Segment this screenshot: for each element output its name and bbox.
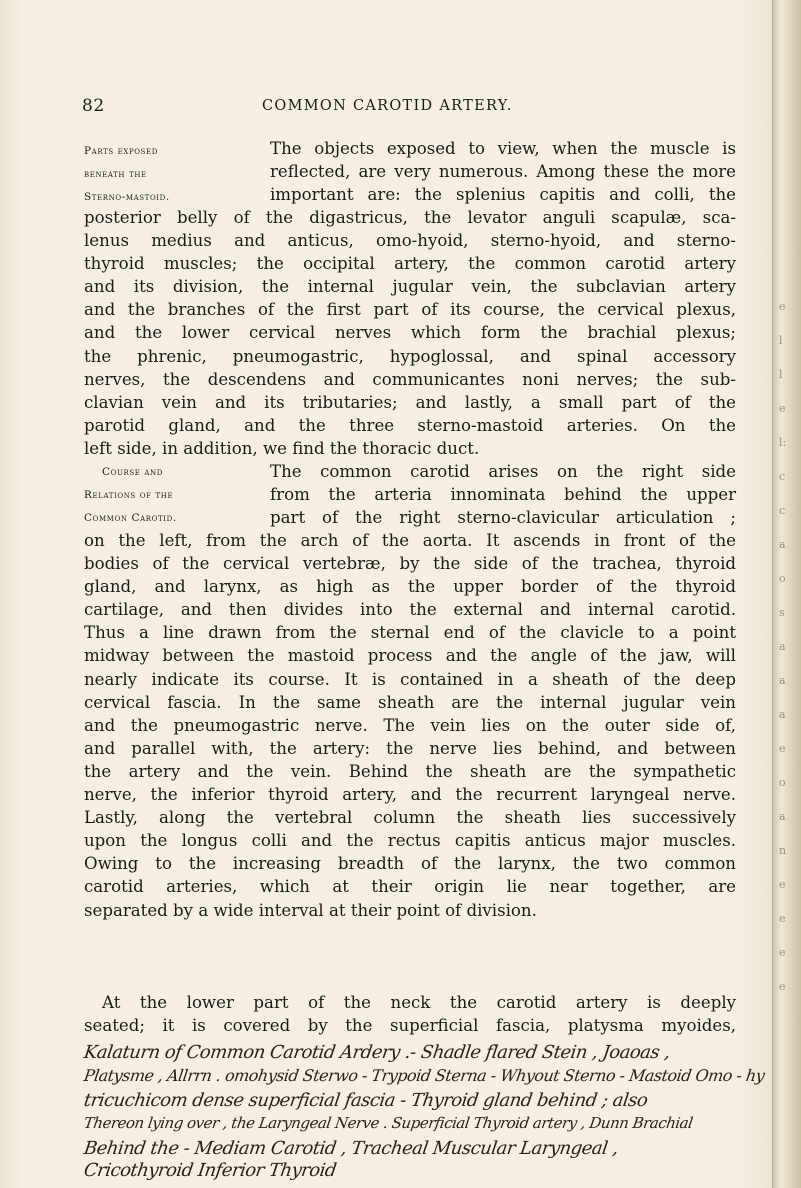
text-line: midway between the mastoid process and the angle of the jaw, will <box>84 646 736 666</box>
handwriting-line: Platysme , Allrrn . omohysid Sterwo - Trypoid Sterna - Whyout Sterno - Mastoid Omo - hy <box>82 1066 766 1085</box>
text-line: separated by a wide interval at their point of division. <box>84 900 537 920</box>
adjacent-page-fragment: a <box>779 674 786 687</box>
paragraph-2-head <box>270 460 736 529</box>
adjacent-page-fragment: e <box>779 980 786 993</box>
text-line: left side, in addition, we find the thoracic duct. <box>84 438 480 458</box>
text-line: gland, and larynx, as high as the upper border of the thyroid <box>84 577 736 597</box>
text-line: clavian vein and its tributaries; and lastly, a small part of the <box>84 392 736 412</box>
paragraph-1-head <box>270 137 736 206</box>
handwriting-line: Cricothyroid Inferior Thyroid <box>82 1160 338 1181</box>
text-line: lenus medius and anticus, omo-hyoid, sterno-hyoid, and sterno- <box>84 231 736 251</box>
text-line: part of the right sterno-clavicular articulation ; <box>270 508 736 528</box>
adjacent-page-edge <box>772 0 801 1188</box>
adjacent-page-fragment: c <box>779 504 786 517</box>
text-line: and parallel with, the artery: the nerve lies behind, and between <box>84 738 736 758</box>
adjacent-page-fragment: a <box>779 538 786 551</box>
handwritten-annotation <box>84 1042 774 1180</box>
text-line: Owing to the increasing breadth of the larynx, the two common <box>84 854 736 874</box>
text-line: cartilage, and then divides into the external and internal carotid. <box>84 600 736 620</box>
handwriting-line: Thereon lying over , the Laryngeal Nerve . Superficial Thyroid artery , Dunn Brachial <box>82 1114 694 1132</box>
text-line: carotid arteries, which at their origin lie near together, are <box>84 877 736 897</box>
text-line: bodies of the cervical vertebræ, by the side of the trachea, thyroid <box>84 554 736 574</box>
paragraph-1-body <box>84 206 736 460</box>
adjacent-page-fragment: e <box>779 878 786 891</box>
text-line: cervical fascia. In the same sheath are the internal jugular vein <box>84 692 736 712</box>
text-line: the artery and the vein. Behind the sheath are the sympathetic <box>84 761 736 781</box>
sidenote-line: beneath the <box>84 168 147 180</box>
text-line: nerve, the inferior thyroid artery, and the recurrent laryngeal nerve. <box>84 785 736 805</box>
sidenote-course-relations <box>84 461 177 530</box>
sidenote-line: Course and <box>102 466 163 478</box>
sidenote-line: Sterno-mastoid. <box>84 191 170 203</box>
handwriting-line: Kalaturn of Common Carotid Ardery .- Shadle flared Stein , Joaoas , <box>82 1042 672 1063</box>
sidenote-line: Parts exposed <box>84 145 158 157</box>
text-line: and the pneumogastric nerve. The vein lies on the outer side of, <box>84 715 736 735</box>
text-line: seated; it is covered by the superficial fascia, platysma myoides, <box>84 1016 736 1036</box>
text-line: Thus a line drawn from the sternal end of the clavicle to a point <box>84 623 736 643</box>
text-line: parotid gland, and the three sterno-mastoid arteries. On the <box>84 415 736 435</box>
text-line: thyroid muscles; the occipital artery, the common carotid artery <box>84 254 736 274</box>
sidenote-line: Common Carotid. <box>84 512 177 524</box>
sidenote-parts-exposed <box>84 140 170 209</box>
text-line: Lastly, along the vertebral column the sheath lies successively <box>84 808 736 828</box>
page-number: 82 <box>82 96 105 116</box>
text-line: upon the longus colli and the rectus capitis anticus major muscles. <box>84 831 736 851</box>
adjacent-page-fragment: n <box>779 844 787 857</box>
adjacent-page-fragment: o <box>779 776 786 789</box>
text-line: and the branches of the first part of its course, the cervical plexus, <box>84 300 736 320</box>
handwriting-line: tricuchicom dense superficial fascia - Thyroid gland behind ; also <box>82 1090 649 1111</box>
text-line: from the arteria innominata behind the upper <box>270 485 736 505</box>
adjacent-page-fragment: e <box>779 946 786 959</box>
handwriting-line: Behind the - Mediam Carotid , Tracheal Muscular Laryngeal , <box>82 1138 620 1159</box>
adjacent-page-fragment: a <box>779 810 786 823</box>
text-line: reflected, are very numerous. Among these the more <box>270 162 736 182</box>
sidenote-line: Relations of the <box>84 489 174 501</box>
text-line: and the lower cervical nerves which form the brachial plexus; <box>84 323 736 343</box>
adjacent-page-fragment: a <box>779 708 786 721</box>
adjacent-page-fragment: c <box>779 470 786 483</box>
running-title: COMMON CAROTID ARTERY. <box>262 98 513 114</box>
paragraph-3 <box>84 991 736 1037</box>
adjacent-page-fragment: s <box>779 606 785 619</box>
adjacent-page-fragment: e <box>779 912 786 925</box>
text-line: At the lower part of the neck the carotid artery is deeply <box>102 993 736 1012</box>
page-header <box>82 96 742 120</box>
adjacent-page-fragment: e <box>779 402 786 415</box>
adjacent-page-fragment: a <box>779 640 786 653</box>
text-line: The objects exposed to view, when the muscle is <box>270 139 736 158</box>
adjacent-page-fragment: l: <box>779 436 787 449</box>
text-line: the phrenic, pneumogastric, hypoglossal, and spinal accessory <box>84 346 736 366</box>
adjacent-page-fragment: e <box>779 300 786 313</box>
text-line: on the left, from the arch of the aorta. It ascends in front of the <box>84 531 736 550</box>
text-line: nerves, the descendens and communicantes noni nerves; the sub- <box>84 369 736 389</box>
text-line: The common carotid arises on the right side <box>270 462 736 481</box>
adjacent-page-fragment: l <box>779 368 783 381</box>
text-line: nearly indicate its course. It is contained in a sheath of the deep <box>84 669 736 689</box>
adjacent-page-fragment: e <box>779 742 786 755</box>
text-line: and its division, the internal jugular vein, the subclavian artery <box>84 277 736 297</box>
paragraph-2-body <box>84 529 736 922</box>
text-line: posterior belly of the digastricus, the levator anguli scapulæ, sca- <box>84 208 736 227</box>
text-line: important are: the splenius capitis and colli, the <box>270 185 736 205</box>
adjacent-page-fragment: o <box>779 572 786 585</box>
adjacent-page-fragment: l <box>779 334 783 347</box>
